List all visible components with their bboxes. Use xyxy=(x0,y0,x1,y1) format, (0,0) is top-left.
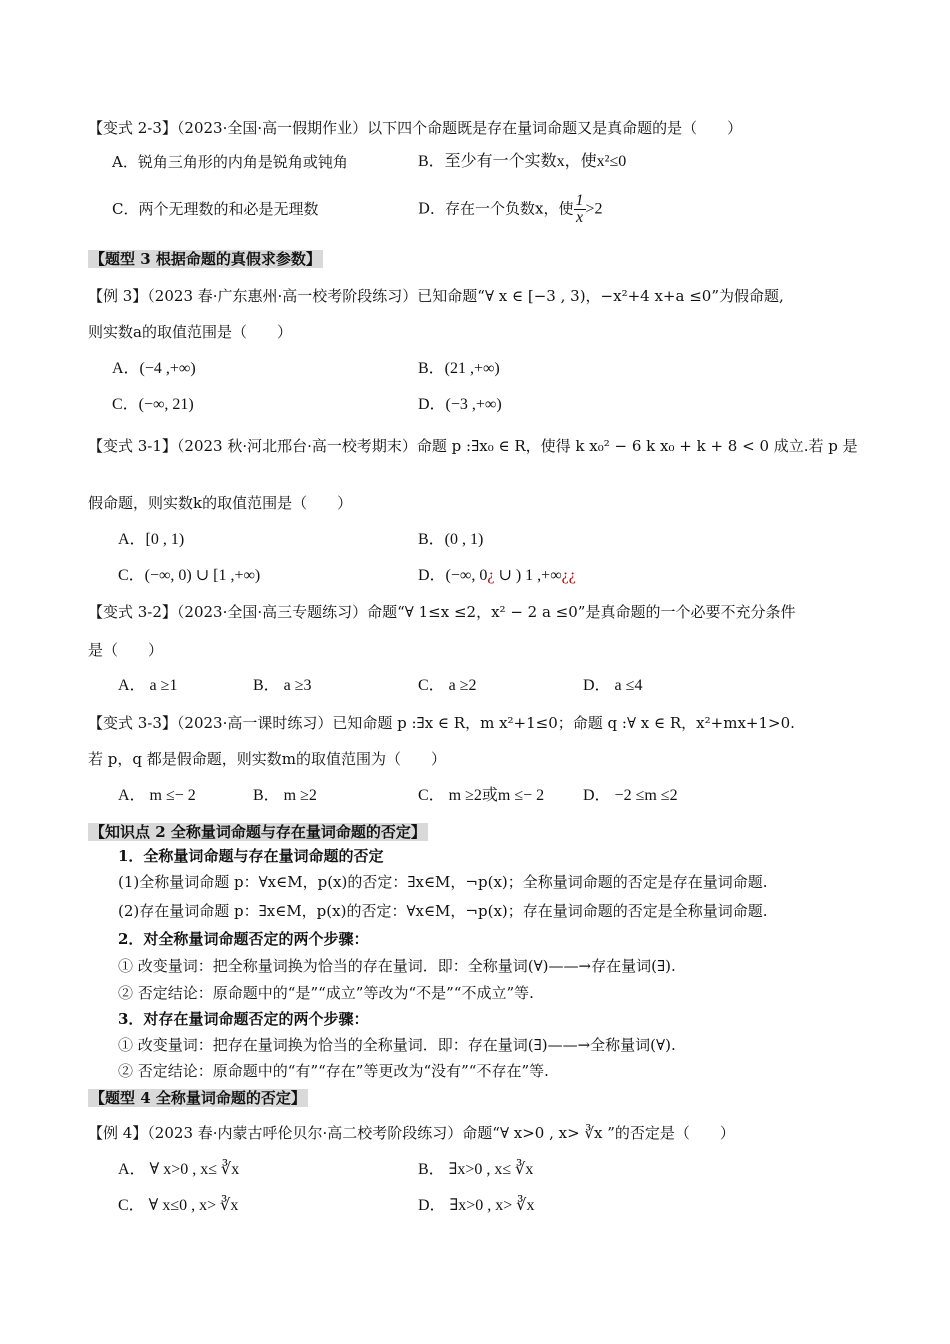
option-d-tail: >2 xyxy=(585,200,603,218)
option-d: D． ∃x>0 , x> ∛x xyxy=(418,1197,535,1214)
option-b: B．(0 , 1) xyxy=(418,531,484,548)
knowledge-text: (1)全称量词命题 p：∀x∈M，p(x)的否定：∃x∈M，¬p(x)；全称量词命题的否定是存在量词命题. xyxy=(118,873,768,891)
knowledge-heading: 1．全称量词命题与存在量词命题的否定 xyxy=(118,847,384,865)
question-stem: 【变式 3-3】（2023·高一课时练习）已知命题 p :∃x ∈ R，m x²+1≤0；命题 q :∀ x ∈ R，x²+mx+1>0. xyxy=(88,714,795,732)
option-d xyxy=(418,565,576,587)
question-stem: 【例 4】（2023 春·内蒙古呼伦贝尔·高二校考阶段练习）命题“∀ x>0 , x> ∛x ”的否定是（ ） xyxy=(88,1124,735,1142)
option-d: D． a ≤4 xyxy=(583,677,643,694)
knowledge-heading: 3．对存在量词命题否定的两个步骤： xyxy=(118,1010,369,1028)
fraction xyxy=(574,193,586,226)
option-c: C． a ≥2 xyxy=(418,677,477,694)
question-stem-cont: 假命题，则实数k的取值范围是（ ） xyxy=(88,494,353,512)
option-a: A．锐角三角形的内角是锐角或钝角 xyxy=(112,153,348,171)
knowledge-heading: 2．对全称量词命题否定的两个步骤： xyxy=(118,930,369,948)
knowledge-text: ② 否定结论：原命题中的“是”“成立”等改为“不是”“不成立”等. xyxy=(118,984,534,1002)
fraction-numerator: 1 xyxy=(575,192,584,209)
option-c: C． ∀ x≤0 , x> ∛x xyxy=(118,1197,239,1214)
question-stem: 【例 3】（2023 春·广东惠州·高一校考阶段练习）已知命题“∀ x ∈ [−3 , 3)，−x²+4 x+a ≤0”为假命题, xyxy=(88,287,784,305)
option-d: D． −2 ≤m ≤2 xyxy=(583,787,678,804)
fraction-denominator: x xyxy=(575,209,584,226)
question-stem: 【变式 2-3】（2023·全国·高一假期作业）以下四个命题既是存在量词命题又是真命题的是（ ） xyxy=(88,119,743,137)
section-title-text: 【题型 4 全称量词命题的否定】 xyxy=(90,1089,306,1107)
option-b: B． ∃x>0 , x≤ ∛x xyxy=(418,1161,534,1178)
option-a: A． ∀ x>0 , x≤ ∛x xyxy=(118,1161,240,1178)
section-title xyxy=(88,248,323,270)
option-c: C． m ≥2或m ≤− 2 xyxy=(418,787,545,804)
section-title xyxy=(88,1087,308,1109)
option-c: C．(−∞, 21) xyxy=(112,396,194,413)
option-d-text: D．(−∞, 0 xyxy=(418,567,488,584)
garbled-glyph: ¿ xyxy=(487,567,495,584)
option-c: C．(−∞, 0) ∪ [1 ,+∞) xyxy=(118,567,261,584)
section-title xyxy=(88,821,428,843)
option-d-text: D．存在一个负数x，使 xyxy=(418,199,574,218)
option-a: A． m ≤− 2 xyxy=(118,787,196,804)
garbled-glyph: ¿¿ xyxy=(561,567,576,584)
knowledge-text: ① 改变量词：把全称量词换为恰当的存在量词．即：全称量词(∀)——→存在量词(∃). xyxy=(118,957,676,975)
question-stem-cont: 则实数a的取值范围是（ ） xyxy=(88,323,292,341)
option-b: B． m ≥2 xyxy=(253,787,317,804)
option-b: B．(21 ,+∞) xyxy=(418,360,500,377)
question-stem-cont: 是（ ） xyxy=(88,641,164,659)
option-d-text-mid: ∪ ) 1 ,+∞ xyxy=(494,567,562,584)
question-stem: 【变式 3-1】（2023 秋·河北邢台·高一校考期末）命题 p :∃x₀ ∈ R，使得 k x₀² − 6 k x₀ + k + 8 < 0 成立.若 p 是 xyxy=(88,437,858,455)
knowledge-text: ② 否定结论：原命题中的“有”“存在”等更改为“没有”“不存在”等. xyxy=(118,1062,549,1080)
question-stem: 【变式 3-2】（2023·全国·高三专题练习）命题“∀ 1≤x ≤2，x² − 2 a ≤0”是真命题的一个必要不充分条件 xyxy=(88,603,796,621)
option-b: B． a ≥3 xyxy=(253,677,312,694)
section-title-text: 【题型 3 根据命题的真假求参数】 xyxy=(90,250,321,268)
question-stem-cont: 若 p，q 都是假命题，则实数m的取值范围为（ ） xyxy=(88,750,446,768)
knowledge-text: (2)存在量词命题 p：∃x∈M，p(x)的否定：∀x∈M，¬p(x)；存在量词命题的否定是全称量词命题. xyxy=(118,902,768,920)
option-a: A． a ≥1 xyxy=(118,677,178,694)
option-b: B．至少有一个实数x，使x²≤0 xyxy=(418,153,627,170)
knowledge-text: ① 改变量词：把存在量词换为恰当的全称量词．即：存在量词(∃)——→全称量词(∀). xyxy=(118,1036,676,1054)
option-a: A．(−4 ,+∞) xyxy=(112,360,196,377)
option-c: C．两个无理数的和必是无理数 xyxy=(112,200,319,218)
section-title-text: 【知识点 2 全称量词命题与存在量词命题的否定】 xyxy=(90,823,426,841)
option-d: D．(−3 ,+∞) xyxy=(418,396,502,413)
option-d xyxy=(418,193,603,226)
option-a: A．[0 , 1) xyxy=(118,531,185,548)
